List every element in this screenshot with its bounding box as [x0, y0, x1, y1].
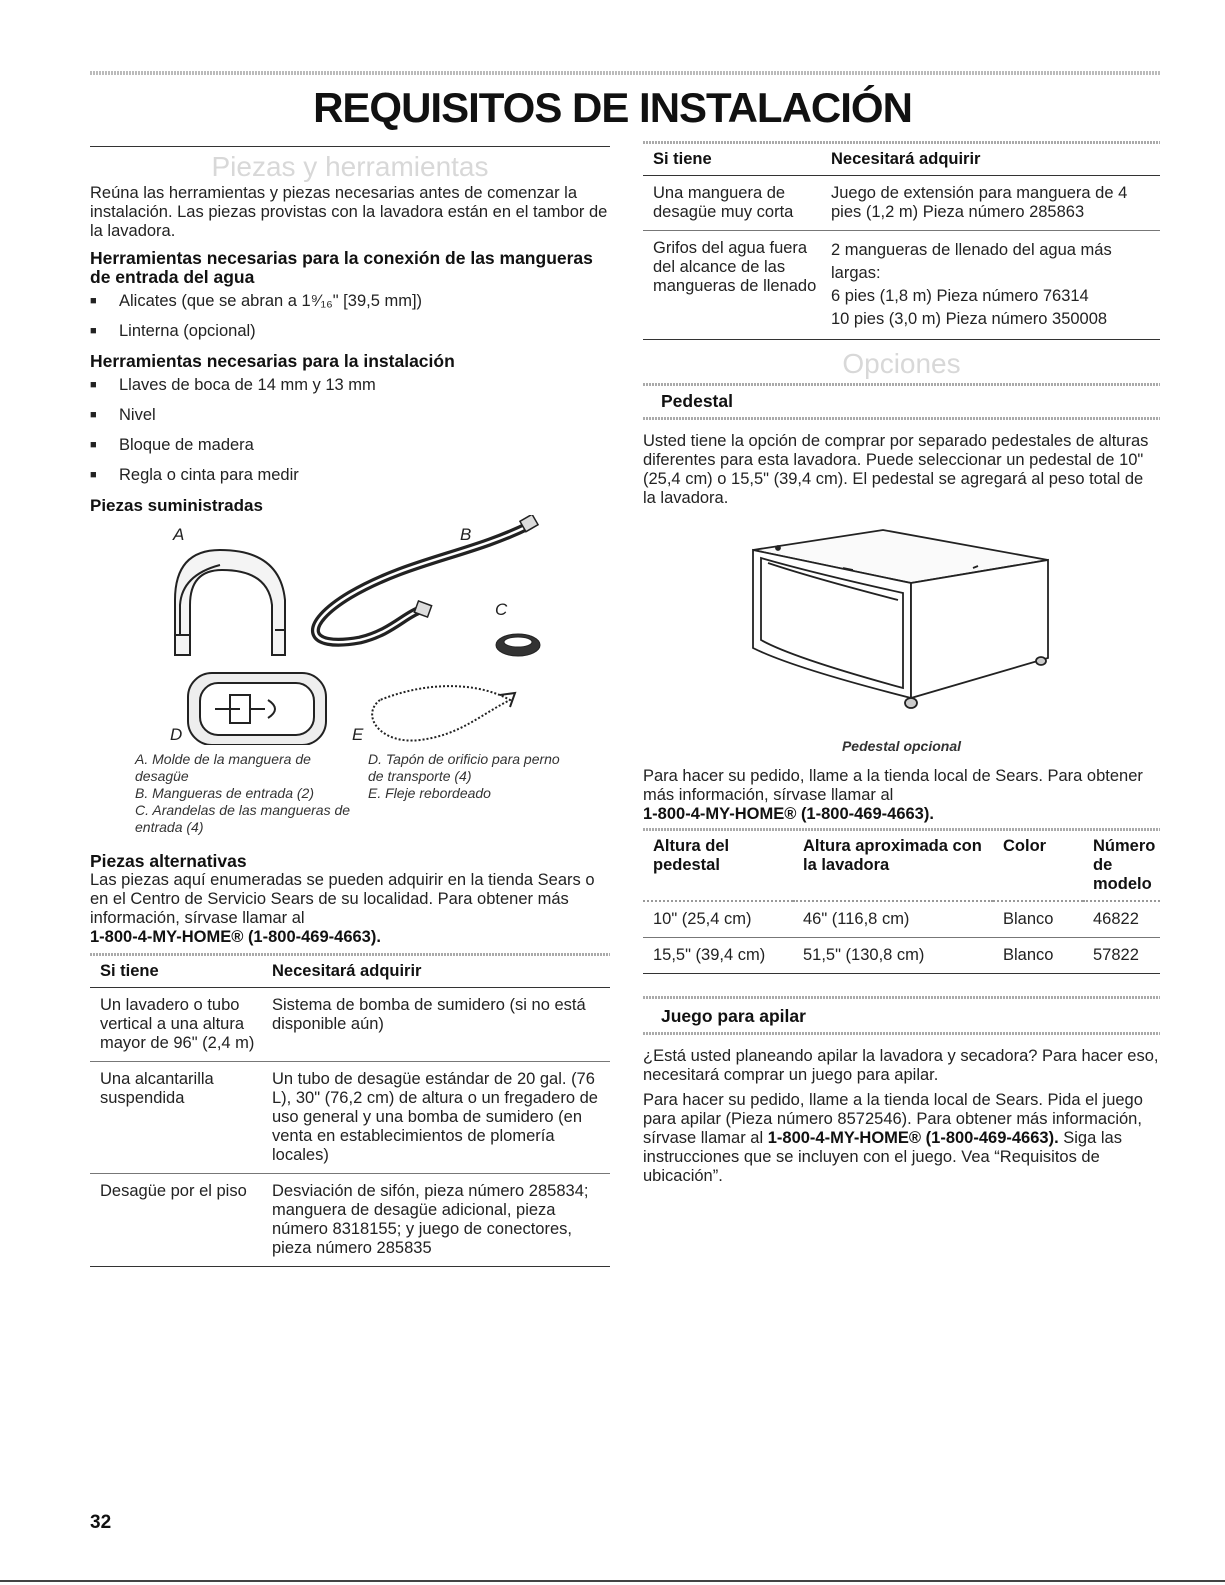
- table-cell: 46822: [1093, 910, 1139, 928]
- captions-left: [90, 751, 360, 836]
- top-dotted-rule: [90, 71, 1160, 75]
- table-cell: 15,5" (39,4 cm): [653, 946, 766, 964]
- figure-letter-b: B: [460, 525, 472, 544]
- pedestal-heading: Pedestal: [661, 391, 733, 411]
- alt-parts-phone: 1-800-4-MY-HOME® (1-800-469-4663).: [90, 928, 381, 946]
- supplied-heading: Piezas suministradas: [90, 496, 263, 515]
- table-header-row: [643, 144, 1160, 176]
- stack-heading: Juego para apilar: [661, 1006, 806, 1026]
- table-row: [90, 1174, 610, 1267]
- stack-rule-bottom: [643, 1032, 1160, 1035]
- table-cell: 2 mangueras de llenado del agua más largas: 6 pies (1,8 m) Pieza número 76314 10 pies (3,0 m) Pieza número 350008: [831, 241, 1112, 328]
- stack-text-2b: Siga las instrucciones que se incluyen con el juego. Vea “Requisitos de ubicación”.: [643, 1129, 1122, 1185]
- table-cell: 10" (25,4 cm): [653, 910, 752, 928]
- supplied-parts-illustration: [90, 515, 610, 745]
- figure-letter-d: D: [170, 725, 183, 744]
- table-cell: Una alcantarilla suspendida: [100, 1070, 214, 1107]
- parts-drawing: [90, 515, 610, 745]
- table-row: [90, 1062, 610, 1174]
- options-heading: Opciones: [842, 348, 961, 379]
- table-row: [643, 231, 1160, 340]
- table-header: Si tiene: [100, 962, 159, 980]
- left-purchase-table: [90, 956, 610, 1267]
- list-item: ■ Llaves de boca de 14 mm y 13 mm: [90, 376, 610, 395]
- right-column: [643, 141, 1160, 1186]
- table-header: Número de modelo: [1093, 837, 1156, 893]
- section-rule: [90, 146, 610, 147]
- pedestal-rule-bottom: [643, 417, 1160, 420]
- list-item: ■ Regla o cinta para medir: [90, 466, 610, 485]
- list-item: ■ Nivel: [90, 406, 610, 425]
- caption-a: A. Molde de la manguera de desagüe: [135, 751, 311, 784]
- table-cell: 46" (116,8 cm): [803, 910, 910, 928]
- table-cell: Desagüe por el piso: [100, 1182, 247, 1200]
- table-cell: 57822: [1093, 946, 1139, 964]
- pedestal-rule: [643, 383, 1160, 386]
- page-title: REQUISITOS DE INSTALACIÓN: [313, 84, 912, 131]
- stack-text-1: ¿Está usted planeando apilar la lavadora y secadora? Para hacer eso, necesitará comprar un juego para apilar.: [643, 1047, 1159, 1084]
- table-header: Altura aproximada con la lavadora: [803, 837, 982, 874]
- figure-letter-a: A: [173, 525, 185, 544]
- caption-d: D. Tapón de orificio para perno de transporte (4): [368, 751, 560, 784]
- order-phone: 1-800-4-MY-HOME® (1-800-469-4663).: [643, 805, 934, 823]
- figure-letter-e: E: [352, 725, 364, 744]
- list-item: ■ Bloque de madera: [90, 436, 610, 455]
- page-number: 32: [90, 1512, 112, 1533]
- parts-intro: Reúna las herramientas y piezas necesarias antes de comenzar la instalación. Las piezas provistas con la lavadora están en el tambor de la lavadora.: [90, 184, 608, 240]
- pedestal-text: Usted tiene la opción de comprar por separado pedestales de alturas diferentes para esta lavadora. Puede seleccionar un pedestal de 10" (25,4 cm) o 15,5" (39,4 cm). El pedestal se agregará al peso total de la lavadora.: [643, 432, 1149, 507]
- order-text: Para hacer su pedido, llame a la tienda local de Sears. Para obtener más información, sírvase llamar al: [643, 767, 1143, 804]
- pedestal-illustration: [643, 508, 1160, 738]
- table-row: [643, 176, 1160, 231]
- caption-c: C. Arandelas de las mangueras de entrada (4): [135, 802, 351, 835]
- right-purchase-table: [643, 144, 1160, 340]
- alt-parts-text: Las piezas aquí enumeradas se pueden adquirir en la tienda Sears o en el Centro de Servicio Sears de su localidad. Para obtener más información, sírvase llamar al: [90, 871, 595, 927]
- table-cell: 51,5" (130,8 cm): [803, 946, 925, 964]
- list-item: ■ Alicates (que se abran a 1⁹⁄₁₆" [39,5 mm]): [90, 292, 610, 311]
- captions-right: [360, 751, 568, 836]
- table-header-row: [643, 831, 1160, 901]
- stack-rule: [643, 996, 1160, 999]
- tools-hoses-list: [90, 292, 610, 341]
- pedestal-table: [643, 831, 1160, 974]
- left-column: [90, 146, 610, 1267]
- table-cell: Una manguera de desagüe muy corta: [653, 184, 794, 221]
- table-header: Necesitará adquirir: [831, 150, 981, 168]
- caption-e: E. Fleje rebordeado: [368, 785, 491, 801]
- tools-install-list: [90, 376, 610, 485]
- caption-b: B. Mangueras de entrada (2): [135, 785, 314, 801]
- table-cell: Un lavadero o tubo vertical a una altura mayor de 96" (2,4 m): [100, 996, 255, 1052]
- inlet-hose-drawing: [315, 515, 538, 642]
- stack-text-2: [643, 1091, 1160, 1186]
- washer-drawing: [496, 634, 540, 656]
- table-cell: Desviación de sifón, pieza número 285834; manguera de desagüe adicional, pieza número 8318155; y juego de conectores, pieza número 285835: [272, 1182, 589, 1257]
- table-header: Color: [1003, 837, 1047, 855]
- table-row: [90, 988, 610, 1062]
- table-cell: Sistema de bomba de sumidero (si no está disponible aún): [272, 996, 586, 1033]
- table-header: Altura del pedestal: [653, 837, 730, 874]
- table-header-row: [90, 956, 610, 988]
- tools-hoses-heading: Herramientas necesarias para la conexión de las mangueras de entrada del agua: [90, 248, 593, 287]
- pedestal-drawing: [643, 508, 1160, 738]
- list-item: ■ Linterna (opcional): [90, 322, 610, 341]
- plug-drawing: [188, 673, 326, 745]
- table-cell: Un tubo de desagüe estándar de 20 gal. (76 L), 30" (76,2 cm) de altura o un fregadero de uso general y una bomba de sumidero (en venta en establecimientos de plomería locales): [272, 1070, 598, 1164]
- table-cell: Blanco: [1003, 910, 1054, 928]
- table-cell: Juego de extensión para manguera de 4 pies (1,2 m) Pieza número 285863: [831, 184, 1128, 221]
- table-header: Necesitará adquirir: [272, 962, 422, 980]
- bottom-rule: [0, 1580, 1225, 1582]
- pedestal-caption: Pedestal opcional: [841, 738, 962, 754]
- alt-parts-heading: Piezas alternativas: [90, 851, 247, 871]
- tools-install-heading: Herramientas necesarias para la instalación: [90, 351, 455, 371]
- table-cell: Grifos del agua fuera del alcance de las mangueras de llenado: [653, 239, 817, 295]
- table-row: [643, 938, 1160, 974]
- table-row: [643, 901, 1160, 938]
- figure-captions: [90, 751, 610, 836]
- parts-tools-heading: Piezas y herramientas: [211, 151, 489, 182]
- table-header: Si tiene: [653, 150, 712, 168]
- strap-drawing: [372, 686, 515, 740]
- figure-letter-c: C: [495, 600, 508, 619]
- table-cell: Blanco: [1003, 946, 1054, 964]
- drain-hose-form-drawing: [175, 550, 285, 655]
- stack-phone: 1-800-4-MY-HOME® (1-800-469-4663).: [767, 1129, 1059, 1147]
- stack-text-2a: Para hacer su pedido, llame a la tienda local de Sears. Pida el juego para apilar (Pieza número 8572546). Para obtener más información, sírvase llamar al: [643, 1091, 1143, 1147]
